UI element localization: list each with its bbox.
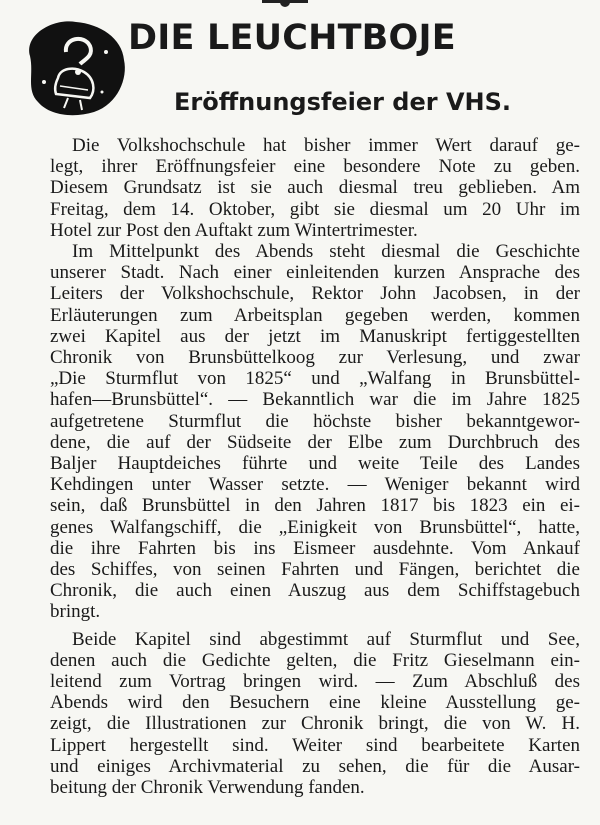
text-line: unserer Stadt. Nach einer einleitenden kurzen Ansprache des — [50, 262, 580, 284]
text-line: bringt. — [50, 601, 101, 623]
text-line: zwei Kapitel aus der jetzt im Manuskript fertiggestellten — [50, 325, 580, 347]
text-line: aufgetretene Sturmflut die höchste bisher bekanntgewor- — [50, 410, 580, 432]
text-line: Chronik von Brunsbüttelkoog zur Verlesung, und zwar — [50, 347, 580, 369]
paragraph-3 — [50, 629, 580, 799]
text-line: Lippert hergestellt sind. Weiter sind bearbeitete Karten — [50, 734, 580, 756]
text-line: und einiges Archivmaterial zu sehen, die für die Ausar- — [50, 755, 580, 777]
text-line: Chronik, die auch einen Auszug aus dem Schiffstagebuch — [50, 580, 580, 602]
text-line: des Schiffes, von seinen Fahrten und Fängen, berichtet die — [50, 559, 580, 581]
text-line: Abends wird den Besuchern eine kleine Ausstellung ge- — [50, 692, 580, 714]
text-line: hafen—Brunsbüttel“. — Bekanntlich war die im Jahre 1825 — [50, 389, 580, 411]
text-line: Im Mittelpunkt des Abends steht diesmal die Geschichte — [72, 241, 580, 263]
text-line: Hotel zur Post den Auftakt zum Wintertrimester. — [50, 219, 418, 241]
masthead-title: DIE LEUCHTBOJE — [128, 18, 456, 58]
paragraph-2 — [50, 241, 580, 623]
text-line: legt, ihrer Eröffnungsfeier eine besondere Note zu geben. — [50, 156, 580, 178]
text-line: Leiters der Volkshochschule, Rektor John Jacobsen, in der — [50, 283, 580, 305]
text-line: Erläuterungen zum Arbeitsplan gegeben werden, kommen — [50, 304, 580, 326]
text-line: Kehdingen unter Wasser setzte. — Weniger bekannt wird — [50, 474, 580, 496]
text-line: leitend zum Vortrag bringen wird. — Zum Abschluß des — [50, 671, 580, 693]
paragraph-1 — [50, 135, 580, 241]
text-line: Baljer Hauptdeiches führte und weite Teile des Landes — [50, 453, 580, 475]
article-body — [50, 135, 580, 798]
text-line: beitung der Chronik Verwendung fanden. — [50, 777, 365, 799]
text-line: Die Volkshochschule hat bisher immer Wert darauf ge- — [72, 135, 580, 156]
text-line: Beide Kapitel sind abgestimmt auf Sturmflut und See, — [72, 628, 580, 650]
text-line: „Die Sturmflut von 1825“ und „Walfang in Brunsbüttel- — [50, 368, 580, 390]
text-line: Diesem Grundsatz ist sie auch diesmal treu geblieben. Am — [50, 177, 580, 199]
text-line: dene, die auf der Südseite der Elbe zum Durchbruch des — [50, 431, 580, 453]
article-headline: Eröffnungsfeier der VHS. — [174, 88, 512, 116]
text-line: sein, daß Brunsbüttel in den Jahren 1817 bis 1823 ein ei- — [50, 495, 580, 517]
text-line: zeigt, die Illustrationen zur Chronik bringt, die von W. H. — [50, 713, 580, 735]
text-line: die ihre Fahrten bis ins Eismeer ausdehnte. Vom Ankauf — [50, 537, 580, 559]
text-line: Freitag, dem 14. Oktober, gibt sie diesmal um 20 Uhr im — [50, 198, 580, 220]
text-line: denen auch die Gedichte gelten, die Fritz Gieselmann ein- — [50, 649, 580, 671]
text-line: genes Walfangschiff, die „Einigkeit von Brunsbüttel“, hatte, — [50, 516, 580, 538]
top-ornament-rule — [262, 0, 308, 3]
buoy-bell-icon — [14, 12, 134, 120]
